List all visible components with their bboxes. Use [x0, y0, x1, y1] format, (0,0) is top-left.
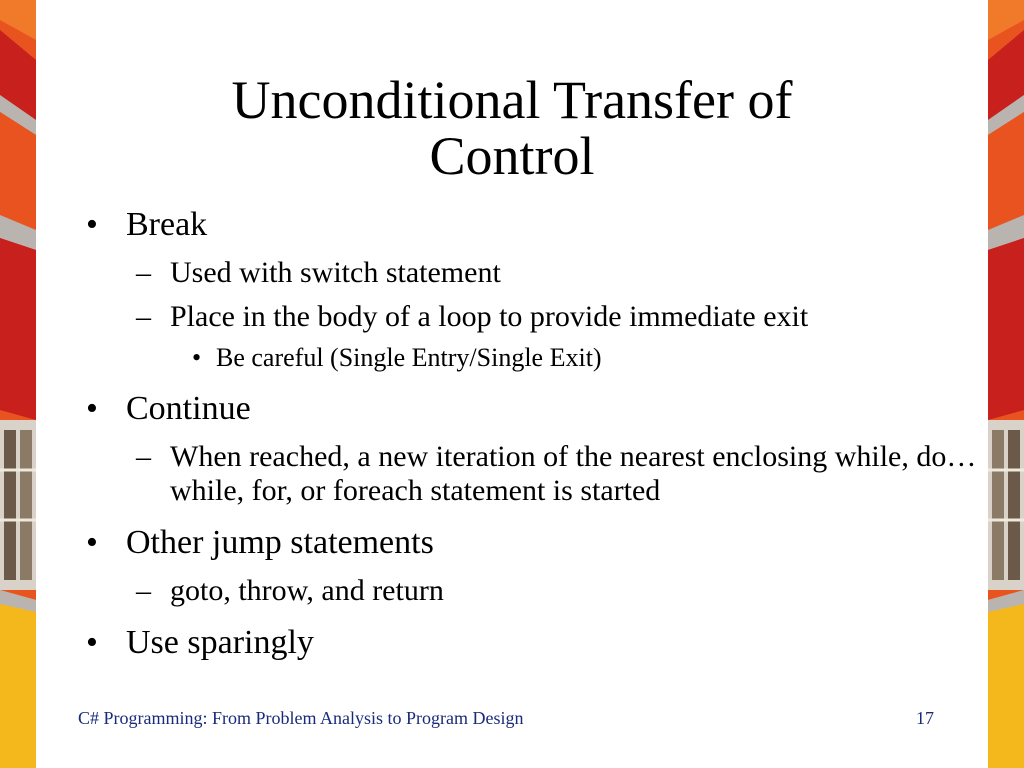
dash-glyph: –	[136, 256, 151, 289]
bullet-text: Continue	[126, 390, 251, 427]
right-facade-image	[988, 0, 1024, 768]
sub-sub-bullet-text: Be careful (Single Entry/Single Exit)	[216, 343, 602, 372]
slide-title-line-1: Unconditional Transfer of	[231, 70, 793, 130]
left-facade-image	[0, 0, 36, 768]
right-facade-decoration	[988, 0, 1024, 768]
sub-bullet-text: goto, throw, and return	[170, 574, 444, 607]
bullet-item	[84, 522, 984, 564]
sub-bullet-item	[84, 574, 984, 608]
bullet-item	[84, 204, 984, 246]
sub-bullet-item	[84, 440, 984, 508]
bullet-list	[84, 200, 984, 664]
slide-title-line-2: Control	[429, 126, 595, 186]
bullet-text: Other jump statements	[126, 524, 434, 561]
bullet-glyph: •	[192, 343, 202, 372]
sub-bullet-text: Place in the body of a loop to provide immediate exit	[170, 300, 809, 333]
dash-glyph: –	[136, 440, 151, 473]
bullet-glyph: •	[86, 206, 98, 243]
sub-bullet-item	[84, 300, 984, 334]
page-number: 17	[916, 708, 934, 728]
bullet-glyph: •	[86, 524, 98, 561]
sub-sub-bullet-item	[84, 342, 984, 374]
bullet-text: Use sparingly	[126, 624, 314, 661]
sub-bullet-text: Used with switch statement	[170, 256, 501, 289]
sub-bullet-text: When reached, a new iteration of the nearest enclosing while, do…while, for, or foreach statement is started	[170, 440, 977, 507]
bullet-item	[84, 622, 984, 664]
bullet-glyph: •	[86, 390, 98, 427]
bullet-glyph: •	[86, 624, 98, 661]
dash-glyph: –	[136, 574, 151, 607]
left-facade-decoration	[0, 0, 36, 768]
bullet-text: Break	[126, 206, 208, 243]
slide-footer: C# Programming: From Problem Analysis to Program Design	[78, 708, 524, 728]
sub-bullet-item	[84, 256, 984, 290]
slide-title	[120, 72, 904, 184]
bullet-item	[84, 388, 984, 430]
dash-glyph: –	[136, 300, 151, 333]
